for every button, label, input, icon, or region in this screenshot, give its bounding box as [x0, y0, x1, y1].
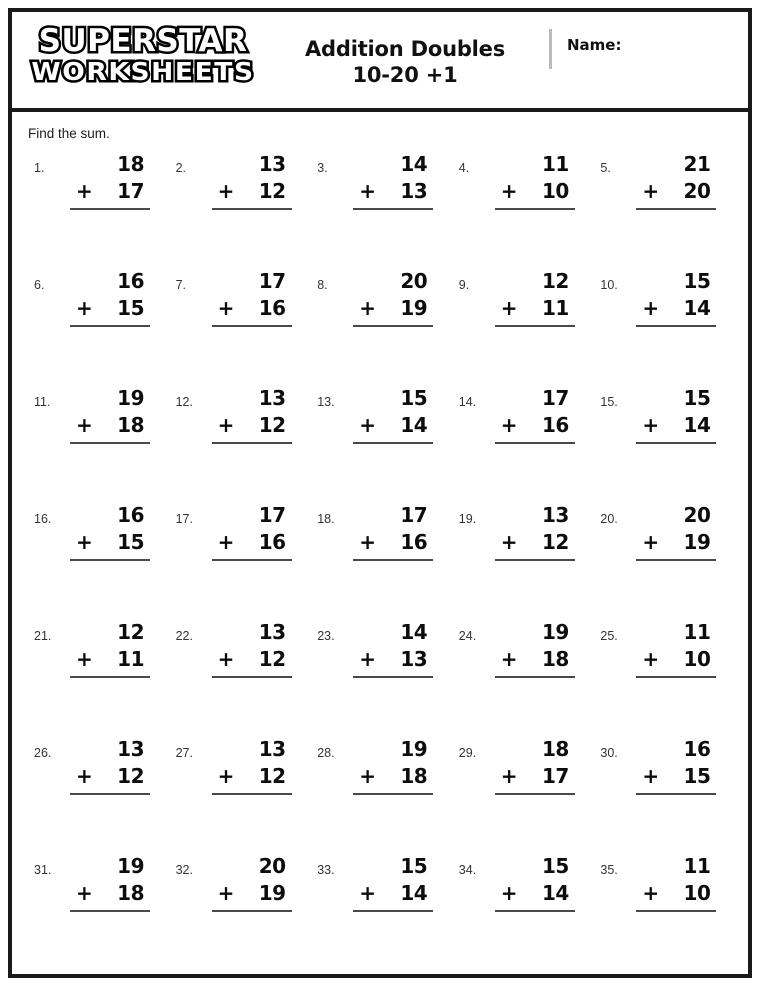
problem-addend-bottom: 18	[117, 413, 144, 437]
problem-stack	[70, 151, 150, 210]
problem-addend-top: 11	[541, 152, 569, 176]
problem-addend-row	[495, 178, 575, 205]
problem-addend-bottom: 20	[683, 179, 711, 203]
plus-icon: +	[359, 647, 376, 671]
problem-addend-bottom: 14	[683, 296, 711, 320]
problem-number: 14.	[458, 395, 477, 409]
problem-number: 18.	[317, 512, 335, 526]
superstar-worksheets-logo	[22, 23, 264, 92]
problem-item-25	[592, 615, 734, 732]
problem-addend-top: 17	[541, 386, 569, 410]
plus-icon: +	[359, 179, 376, 203]
problem-number: 30.	[600, 746, 618, 760]
problem-addend-bottom: 12	[258, 413, 286, 437]
problem-addend-bottom: 14	[541, 881, 569, 905]
answer-line[interactable]	[70, 442, 150, 444]
problem-addend-bottom: 16	[541, 413, 569, 437]
problem-stack	[70, 619, 150, 678]
problem-number: 23.	[317, 629, 335, 643]
problem-stack	[353, 151, 433, 210]
problem-item-12	[168, 381, 310, 498]
problem-stack	[495, 853, 575, 912]
problem-stack	[70, 268, 150, 327]
problem-item-16	[26, 498, 168, 615]
problem-addend-bottom: 16	[258, 296, 286, 320]
problem-item-15	[592, 381, 734, 498]
problem-addend-top: 18	[117, 152, 144, 176]
header-divider	[549, 29, 552, 69]
problem-addend-bottom: 10	[541, 179, 569, 203]
plus-icon: +	[76, 530, 93, 554]
problem-addend-row	[495, 646, 575, 673]
problem-addend-row	[636, 763, 716, 790]
plus-icon: +	[76, 881, 93, 905]
problem-stack	[353, 736, 433, 795]
problem-stack	[212, 853, 292, 912]
problem-addend-row	[70, 763, 150, 790]
plus-icon: +	[642, 179, 659, 203]
problem-addend-row	[353, 295, 433, 322]
problem-number: 34.	[458, 863, 477, 877]
problem-item-33	[309, 849, 451, 966]
problem-addend-top: 18	[541, 737, 569, 761]
problem-number: 22.	[175, 629, 193, 643]
problem-addend-bottom: 13	[400, 179, 428, 203]
problem-addend-top: 19	[117, 854, 144, 878]
problem-number: 28.	[317, 746, 335, 760]
plus-icon: +	[76, 647, 93, 671]
problem-stack	[212, 736, 292, 795]
problem-stack	[495, 619, 575, 678]
plus-icon: +	[217, 764, 234, 788]
answer-line[interactable]	[212, 325, 292, 327]
problem-addend-top: 14	[400, 620, 428, 644]
plus-icon: +	[500, 179, 518, 203]
problem-addend-row	[212, 412, 292, 439]
problem-addend-top: 17	[258, 503, 286, 527]
answer-line[interactable]	[636, 793, 716, 795]
problem-addend-bottom: 14	[400, 881, 428, 905]
problem-addend-top: 17	[258, 269, 286, 293]
plus-icon: +	[76, 179, 93, 203]
problem-item-14	[451, 381, 593, 498]
logo-line-superstar: SUPERSTAR	[38, 23, 248, 59]
problem-stack	[70, 853, 150, 912]
plus-icon: +	[642, 647, 659, 671]
answer-line[interactable]	[636, 442, 716, 444]
problem-addend-top: 11	[683, 620, 711, 644]
problem-item-19	[451, 498, 593, 615]
problem-addend-bottom: 14	[683, 413, 711, 437]
problem-addend-bottom: 12	[258, 764, 286, 788]
problem-number: 21.	[34, 629, 52, 643]
problem-addend-row	[70, 646, 150, 673]
problem-item-31	[26, 849, 168, 966]
title-line-secondary: 10-20 +1	[352, 63, 458, 88]
problem-number: 26.	[34, 746, 52, 760]
answer-line[interactable]	[636, 208, 716, 210]
worksheet-page	[8, 8, 752, 978]
problem-addend-top: 12	[117, 620, 144, 644]
problem-addend-bottom: 16	[258, 530, 286, 554]
logo-line-worksheets: WORKSHEETS	[31, 57, 255, 86]
plus-icon: +	[500, 530, 518, 554]
problem-addend-top: 13	[258, 386, 286, 410]
problem-number: 35.	[600, 863, 618, 877]
problem-stack	[70, 502, 150, 561]
problem-stack	[495, 151, 575, 210]
problem-addend-row	[212, 763, 292, 790]
problem-addend-row	[495, 880, 575, 907]
problem-stack	[212, 268, 292, 327]
problem-addend-top: 15	[400, 854, 428, 878]
plus-icon: +	[642, 530, 659, 554]
problem-number: 19.	[458, 512, 477, 526]
problem-addend-row	[636, 646, 716, 673]
problem-stack	[212, 502, 292, 561]
answer-line[interactable]	[636, 676, 716, 678]
problem-number: 7.	[175, 278, 187, 292]
problem-addend-row	[70, 178, 150, 205]
problem-addend-bottom: 18	[400, 764, 428, 788]
problem-stack	[353, 502, 433, 561]
problem-addend-top: 20	[683, 503, 711, 527]
answer-line[interactable]	[212, 559, 292, 561]
problem-item-8	[309, 264, 451, 381]
answer-line[interactable]	[636, 910, 716, 912]
answer-line[interactable]	[70, 910, 150, 912]
problem-addend-top: 15	[683, 386, 711, 410]
problem-addend-row	[636, 880, 716, 907]
problem-number: 2.	[175, 161, 187, 175]
problem-item-7	[168, 264, 310, 381]
problem-addend-bottom: 12	[541, 530, 569, 554]
problem-addend-bottom: 12	[258, 179, 286, 203]
problem-addend-top: 11	[683, 854, 711, 878]
problem-item-23	[309, 615, 451, 732]
problem-addend-row	[70, 529, 150, 556]
problem-addend-top: 20	[400, 269, 428, 293]
answer-line[interactable]	[495, 793, 575, 795]
answer-line[interactable]	[70, 559, 150, 561]
problem-item-17	[168, 498, 310, 615]
problem-addend-bottom: 19	[683, 530, 711, 554]
problem-item-20	[592, 498, 734, 615]
problem-addend-top: 21	[683, 152, 711, 176]
problem-number: 8.	[317, 278, 328, 292]
plus-icon: +	[217, 296, 234, 320]
problem-addend-row	[70, 412, 150, 439]
worksheet-body	[12, 112, 748, 966]
problem-stack	[70, 385, 150, 444]
problem-addend-bottom: 17	[117, 179, 144, 203]
problem-addend-bottom: 15	[117, 530, 144, 554]
problem-addend-bottom: 10	[683, 881, 711, 905]
problem-number: 24.	[458, 629, 477, 643]
problem-item-30	[592, 732, 734, 849]
problem-addend-bottom: 18	[541, 647, 569, 671]
problem-addend-bottom: 14	[400, 413, 428, 437]
problem-addend-row	[212, 529, 292, 556]
problem-addend-row	[353, 412, 433, 439]
answer-line[interactable]	[353, 676, 433, 678]
problem-number: 6.	[34, 278, 45, 292]
problem-addend-bottom: 15	[117, 296, 144, 320]
answer-line[interactable]	[353, 208, 433, 210]
plus-icon: +	[217, 179, 234, 203]
problem-item-3	[309, 147, 451, 264]
problem-item-24	[451, 615, 593, 732]
problem-stack	[636, 502, 716, 561]
plus-icon: +	[642, 413, 659, 437]
problem-addend-bottom: 13	[400, 647, 428, 671]
answer-line[interactable]	[353, 910, 433, 912]
problem-item-1	[26, 147, 168, 264]
instruction-text: Find the sum.	[28, 126, 110, 141]
plus-icon: +	[359, 881, 376, 905]
answer-line[interactable]	[495, 442, 575, 444]
problem-stack	[353, 619, 433, 678]
problem-addend-row	[353, 763, 433, 790]
problem-stack	[636, 268, 716, 327]
problem-item-5	[592, 147, 734, 264]
problem-item-10	[592, 264, 734, 381]
plus-icon: +	[642, 764, 659, 788]
problem-stack	[212, 385, 292, 444]
problem-addend-row	[495, 529, 575, 556]
problem-addend-row	[636, 178, 716, 205]
problem-number: 5.	[600, 161, 611, 175]
problem-number: 13.	[317, 395, 335, 409]
problem-addend-top: 13	[258, 620, 286, 644]
problem-number: 10.	[600, 278, 618, 292]
plus-icon: +	[76, 764, 93, 788]
problem-addend-row	[636, 529, 716, 556]
problem-addend-top: 16	[117, 269, 144, 293]
problem-number: 27.	[175, 746, 193, 760]
problem-addend-bottom: 12	[117, 764, 144, 788]
plus-icon: +	[217, 413, 234, 437]
problem-addend-top: 17	[400, 503, 428, 527]
plus-icon: +	[359, 530, 376, 554]
problem-addend-row	[495, 763, 575, 790]
problem-stack	[212, 151, 292, 210]
answer-line[interactable]	[495, 325, 575, 327]
answer-line[interactable]	[212, 910, 292, 912]
answer-line[interactable]	[495, 910, 575, 912]
problem-number: 32.	[175, 863, 193, 877]
problem-addend-row	[212, 880, 292, 907]
problem-number: 29.	[458, 746, 477, 760]
problem-stack	[212, 619, 292, 678]
problem-item-9	[451, 264, 593, 381]
problem-addend-top: 20	[258, 854, 286, 878]
problem-stack	[636, 385, 716, 444]
answer-line[interactable]	[70, 793, 150, 795]
problem-number: 4.	[458, 161, 470, 175]
plus-icon: +	[500, 647, 518, 671]
problem-addend-bottom: 10	[683, 647, 711, 671]
problem-stack	[636, 619, 716, 678]
problem-stack	[495, 385, 575, 444]
problem-addend-top: 16	[683, 737, 711, 761]
problem-addend-top: 19	[541, 620, 569, 644]
answer-line[interactable]	[495, 208, 575, 210]
plus-icon: +	[359, 296, 376, 320]
problem-addend-bottom: 16	[400, 530, 428, 554]
problem-item-2	[168, 147, 310, 264]
problem-addend-top: 13	[541, 503, 569, 527]
name-field-label: Name:	[567, 36, 622, 54]
problem-number: 25.	[600, 629, 618, 643]
plus-icon: +	[217, 881, 234, 905]
problem-addend-top: 13	[258, 737, 286, 761]
worksheet-header	[12, 12, 748, 112]
problem-item-4	[451, 147, 593, 264]
problem-addend-top: 15	[541, 854, 569, 878]
problem-addend-top: 16	[117, 503, 144, 527]
answer-line[interactable]	[495, 676, 575, 678]
answer-line[interactable]	[636, 559, 716, 561]
problem-number: 3.	[317, 161, 328, 175]
answer-line[interactable]	[212, 442, 292, 444]
answer-line[interactable]	[353, 325, 433, 327]
plus-icon: +	[76, 296, 93, 320]
problem-addend-row	[636, 295, 716, 322]
problem-item-35	[592, 849, 734, 966]
problem-addend-bottom: 19	[400, 296, 428, 320]
problem-number: 17.	[175, 512, 193, 526]
problem-addend-bottom: 17	[541, 764, 569, 788]
problem-item-28	[309, 732, 451, 849]
problem-addend-row	[353, 178, 433, 205]
problem-item-11	[26, 381, 168, 498]
problem-number: 12.	[175, 395, 193, 409]
plus-icon: +	[500, 764, 518, 788]
problem-addend-top: 13	[258, 152, 286, 176]
problem-stack	[353, 853, 433, 912]
problem-stack	[70, 736, 150, 795]
problem-addend-row	[353, 646, 433, 673]
problem-addend-bottom: 19	[258, 881, 286, 905]
problem-number: 15.	[600, 395, 618, 409]
problem-item-32	[168, 849, 310, 966]
problem-addend-bottom: 11	[541, 296, 569, 320]
problem-number: 16.	[34, 512, 52, 526]
plus-icon: +	[217, 530, 234, 554]
answer-line[interactable]	[70, 325, 150, 327]
problem-addend-bottom: 18	[117, 881, 144, 905]
problem-stack	[495, 736, 575, 795]
answer-line[interactable]	[353, 559, 433, 561]
answer-line[interactable]	[70, 208, 150, 210]
answer-line[interactable]	[212, 676, 292, 678]
plus-icon: +	[500, 296, 518, 320]
problem-number: 1.	[34, 161, 45, 175]
problem-addend-top: 19	[117, 386, 144, 410]
problem-stack	[495, 502, 575, 561]
problem-addend-row	[353, 880, 433, 907]
problem-addend-top: 13	[117, 737, 144, 761]
plus-icon: +	[217, 647, 234, 671]
title-line-primary: Addition Doubles	[304, 37, 506, 61]
problem-number: 9.	[458, 278, 470, 292]
problem-addend-top: 12	[541, 269, 569, 293]
problem-stack	[636, 736, 716, 795]
plus-icon: +	[76, 413, 93, 437]
plus-icon: +	[500, 881, 518, 905]
problem-addend-row	[212, 295, 292, 322]
page-title	[270, 36, 540, 89]
problem-addend-bottom: 11	[117, 647, 144, 671]
answer-line[interactable]	[212, 793, 292, 795]
problem-stack	[353, 385, 433, 444]
problem-addend-row	[495, 412, 575, 439]
plus-icon: +	[500, 413, 518, 437]
problem-addend-row	[495, 295, 575, 322]
plus-icon: +	[359, 413, 376, 437]
answer-line[interactable]	[70, 676, 150, 678]
problem-number: 31.	[34, 863, 52, 877]
problem-stack	[636, 853, 716, 912]
problem-addend-row	[353, 529, 433, 556]
problem-stack	[636, 151, 716, 210]
answer-line[interactable]	[495, 559, 575, 561]
problem-addend-row	[212, 646, 292, 673]
answer-line[interactable]	[353, 793, 433, 795]
problem-addend-bottom: 12	[258, 647, 286, 671]
plus-icon: +	[359, 764, 376, 788]
problem-number: 33.	[317, 863, 335, 877]
answer-line[interactable]	[353, 442, 433, 444]
plus-icon: +	[642, 881, 659, 905]
problem-stack	[353, 268, 433, 327]
problem-item-34	[451, 849, 593, 966]
problem-addend-row	[212, 178, 292, 205]
problem-addend-top: 14	[400, 152, 428, 176]
problem-item-27	[168, 732, 310, 849]
problem-addend-row	[70, 295, 150, 322]
answer-line[interactable]	[212, 208, 292, 210]
answer-line[interactable]	[636, 325, 716, 327]
problem-item-29	[451, 732, 593, 849]
problem-addend-top: 19	[400, 737, 428, 761]
problem-item-6	[26, 264, 168, 381]
problem-item-22	[168, 615, 310, 732]
problem-number: 11.	[34, 395, 51, 409]
problem-stack	[495, 268, 575, 327]
problem-addend-top: 15	[400, 386, 428, 410]
problem-addend-top: 15	[683, 269, 711, 293]
problem-item-21	[26, 615, 168, 732]
problem-item-26	[26, 732, 168, 849]
problem-addend-bottom: 15	[683, 764, 711, 788]
problem-number: 20.	[600, 512, 618, 526]
problem-addend-row	[636, 412, 716, 439]
problem-item-13	[309, 381, 451, 498]
problem-addend-row	[70, 880, 150, 907]
problem-grid	[26, 147, 734, 966]
problem-item-18	[309, 498, 451, 615]
plus-icon: +	[642, 296, 659, 320]
